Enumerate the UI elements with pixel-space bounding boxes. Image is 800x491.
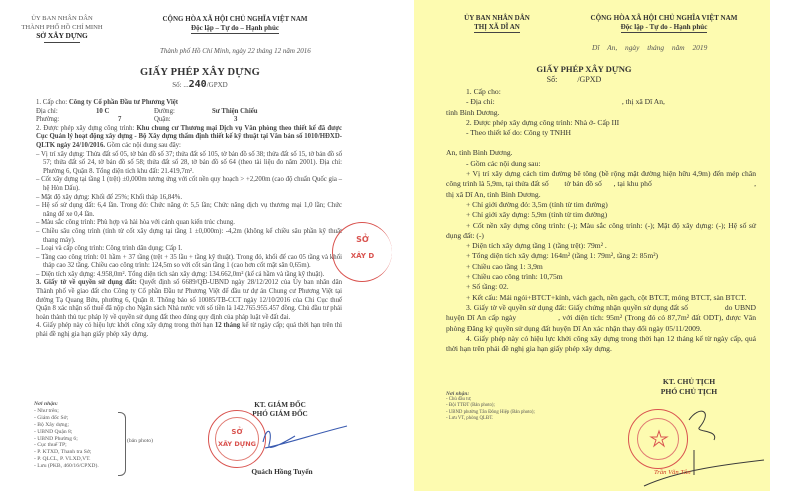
section-2-label: 2. Được phép xây dựng công trình: <box>36 124 135 132</box>
street-value: Sư Thiện Chiếu <box>212 107 258 115</box>
body-line: 1. Cấp cho: <box>466 87 501 96</box>
recipients-list <box>34 401 99 470</box>
recipient-name: Công ty Cổ phần Đầu tư Phương Việt <box>68 99 179 106</box>
district-label: Quận: <box>154 116 171 124</box>
recipients-label: Nơi nhận: <box>34 401 58 407</box>
nation-title: CỘNG HÒA XÃ HỘI CHỦ NGHĨA VIỆT NAM <box>162 15 308 23</box>
section-3-label: 3. Giấy tờ về quyền sử dụng đất: <box>36 279 137 287</box>
agency-line-2: THÀNH PHỐ HỒ CHÍ MINH <box>21 23 103 31</box>
recipients-list <box>446 391 535 422</box>
section-2-project: Khu chung cư Thương mại Dịch vụ Văn phòng theo thiết kế đã được Cục Quản lý hoạt động xây dựng - Bộ Xây dựng thẩm định thiết kế kỹ thuật tại Văn bản số 1010/HĐXD-QLTK ngày 24/10/2016. <box>36 124 343 149</box>
document-title: GIẤY PHÉP XÂY DỰNG <box>140 67 260 78</box>
national-motto <box>564 14 764 33</box>
address-value: 10 C <box>96 107 110 115</box>
spec-item: – Vị trí xây dựng: Thửa đất số 05, tờ bản đồ số 37; thửa đất số 105, tờ bản đồ số 38; thửa đất số 15, tờ bản đồ số 57; thửa đất số 24, tờ bản đồ số 58; thửa đất số 28, tờ bản đồ số 64 (theo tài liệu đo năm 2001). Địa chỉ: Phường 6, Quận 8. Tổng diện tích khu đất: 21.419,7m². <box>36 150 342 175</box>
permit-number: Số: /GPXD <box>546 75 602 84</box>
agency-underline <box>44 42 80 43</box>
national-motto <box>135 15 335 34</box>
partial-stamp-text: SỞ <box>356 235 369 244</box>
body-line: + Kết cấu: Mái ngói+BTCT+kính, vách gạch, nền gạch, cột BTCT, móng BTCT, sàn BTCT. <box>466 292 747 302</box>
body-line: + Chiều cao tầng 1: 3,9m <box>466 261 543 271</box>
section-3-text: Quyết định số 6689/QĐ-UBND ngày 28/12/2012 của Ủy ban nhân dân Thành phố về giao đất cho Công ty Cổ phần Đầu tư Phương Việt để đầu tư dự án Chung cư Phương Việt tại đường Tạ Quang Bửu, phường 6, Quận 8. Thông báo số 10085/TB-CCT ngày 12/10/2016 của Chi Cục thuế Quận 8 xác nhận số thuế đã nộp cho Ngân sách Nhà nước với số tiền là 142.765.955.457 đồng. Chủ đầu tư phải hoàn thành thủ tục pháp lý về quyền sử dụng đất theo đúng quy định của pháp luật về đất đai. <box>36 279 342 321</box>
signatory-name: Quách Hồng Tuyển <box>251 467 313 476</box>
spec-item: – Diện tích xây dựng: 4.958,0m². Tổng diện tích sàn xây dựng: 134.662,0m² (kể cả hầm và tầng kỹ thuật). <box>36 270 325 278</box>
spec-item: – Chiều sâu công trình (tính từ cốt xây dựng tại tầng 1 ±0,000m): -4,2m (không kể chiều sâu phần kỹ thuật thang máy). <box>36 227 342 244</box>
recipient-item: - Lưu VT, phòng QLĐT. <box>446 415 494 421</box>
address-label: Địa chỉ: <box>36 107 58 115</box>
issue-date: Thành phố Hồ Chí Minh, ngày 22 tháng 12 năm 2016 <box>160 47 311 55</box>
body-line: + Chiều cao công trình: 10,75m <box>466 272 563 282</box>
body-line: + Số tầng: 02. <box>466 282 509 292</box>
agency-line-1: ỦY BAN NHÂN DÂN <box>31 15 93 22</box>
recipient-item: - Chủ đầu tư; <box>446 397 472 403</box>
recipient-item: - P. QLCL, P. VLXD,VT. <box>34 456 91 463</box>
permit-body <box>446 87 756 354</box>
recipient-item: - Bộ Xây dựng; <box>34 421 69 428</box>
signatory-title-2: PHÓ CHỦ TỊCH <box>660 386 718 396</box>
body-line: 2. Được phép xây dựng công trình: Nhà ở- Cấp III <box>466 117 620 127</box>
body-line: + Tổng diện tích xây dựng: 164m² (tầng 1: 79m², tầng 2: 85m²) <box>466 251 659 261</box>
address-grid <box>36 108 342 125</box>
issue-date: Dĩ An, ngày tháng năm 2019 <box>592 43 708 52</box>
section-1-recipient <box>36 99 342 108</box>
ward-value: 7 <box>118 116 122 124</box>
signatory-title <box>629 377 749 396</box>
section-3 <box>36 279 342 322</box>
agency-line-1: ỦY BAN NHÂN DÂN <box>464 14 530 22</box>
recipient-item: - UBND Quận 8; <box>34 428 73 435</box>
right-permit-document <box>414 0 770 491</box>
photocopy-note: (bản photo) <box>127 438 153 444</box>
signature-scribble <box>255 420 350 460</box>
recipient-item: - Như trên; <box>34 407 59 414</box>
spec-item: – Màu sắc công trình: Phù hợp và hài hòa với cảnh quan kiến trúc chung. <box>36 219 235 227</box>
nation-motto: Độc lập – Tự do – Hạnh phúc <box>191 24 279 32</box>
recipient-item: - Đội TTĐT (Bản photo); <box>446 403 495 409</box>
recipient-item: - UBND Phường 6; <box>34 435 78 442</box>
validity-period: 12 tháng <box>214 322 241 330</box>
body-line: + Vị trí xây dựng cách tim đường bê tông (bề rộng mặt đường hiện hữu 4,9m) đến mép chân công trình là 5,9m, tại thửa đất số tờ bản đồ số , tại khu phố , thị xã Dĩ An, tỉnh Bình Dương. <box>446 169 758 199</box>
signatory-title-2: PHÓ GIÁM ĐỐC <box>252 410 308 418</box>
recipient-item: - Giám đốc Sở; <box>34 414 69 421</box>
nation-title: CỘNG HÒA XÃ HỘI CHỦ NGHĨA VIỆT NAM <box>590 14 738 22</box>
body-line: - Địa chỉ: , thị xã Dĩ An, <box>466 97 665 107</box>
recipients-label: Nơi nhận: <box>446 391 470 397</box>
body-line: tỉnh Bình Dương. <box>446 107 500 117</box>
signatory-name: Trần Văn Tân <box>654 469 691 476</box>
recipient-item: - Cục thuế TP; <box>34 442 67 449</box>
body-line: 4. Giấy phép này có hiệu lực khởi công xây dựng trong thời hạn 12 tháng kể từ ngày cấp, quá thời hạn trên phải đề nghị gia hạn giấy phép xây dựng. <box>446 333 756 354</box>
number-prefix: Số: ... <box>172 81 189 89</box>
partial-stamp-text-2: XÂY D <box>350 252 375 260</box>
agency-line-2: THỊ XÃ DĨ AN <box>474 23 520 31</box>
number-suffix: /GPXD <box>206 81 228 89</box>
spec-item: – Hệ số sử dụng đất: 6,4 lần. Trong đó: Chức năng ở: 5,5 lần; Chức năng dịch vụ thương mại 1,0 lần; Chức năng để xe 0,4 lần. <box>36 202 342 218</box>
permit-body <box>36 99 342 340</box>
spec-item: – Loại và cấp công trình: Công trình dân dụng; Cấp I. <box>36 245 183 253</box>
street-label: Đường: <box>154 107 175 115</box>
body-line: - Gồm các nội dung sau: <box>466 158 541 168</box>
stamp-text-2: XÂY DỰNG <box>218 440 256 448</box>
partial-stamp <box>332 222 392 282</box>
ward-label: Phường: <box>36 116 60 124</box>
spec-item: – Mật độ xây dựng: Khối đế 25%; Khối tháp 16,84%. <box>36 193 183 201</box>
section-2-tail: Gồm các nội dung sau đây: <box>106 141 181 149</box>
recipient-item: - Lưu (PKB, 460/16/CPXD). <box>34 463 99 470</box>
body-line: 3. Giấy tờ về quyền sử dụng đất: Giấy chứng nhận quyền sử dụng đất số do UBND huyện Dĩ An cấp ngày , với diện tích: 95m² (Trong đó có 87,7m² đất ODT), được Văn phòng Đăng ký quyền sử dụng đất huyện Dĩ An xác nhận thay đổi ngày 05/11/2009. <box>446 302 758 333</box>
body-line: + Diện tích xây dựng tầng 1 (tầng trệt): 79m² . <box>466 241 607 251</box>
district-value: 3 <box>234 116 238 124</box>
nation-motto: Độc lập - Tự do - Hạnh phúc <box>620 23 708 31</box>
permit-number <box>100 80 300 90</box>
body-line: + Cốt nền xây dựng công trình: (-); Màu sắc công trình: (-); Mật độ xây dựng: (-); Hệ số sử dụng đất: (-) <box>446 220 756 240</box>
recipients-brace <box>118 412 126 476</box>
stamp-text-1: SỞ <box>231 428 243 436</box>
section-2-intro <box>36 125 342 151</box>
number-value: 240 <box>188 79 207 90</box>
spec-item: – Tầng cao công trình: 01 hầm + 37 tầng (trệt + 35 lầu + tầng kỹ thuật). Trong đó, khối đế cao 05 tầng và khối tháp cao 32 tầng. Chiều cao công trình: 124,5m so với cốt sàn tầng 1 (cao hơn cốt mặt sân 0,65m). <box>36 253 342 270</box>
blank-line <box>446 138 756 148</box>
spec-item: – Cốt xây dựng tại tầng 1 (trệt) ±0,000m tương ứng với cốt nền quy hoạch > +2,200m (cao độ chuẩn Quốc gia – hệ Hòn Dấu). <box>36 176 342 192</box>
issuing-agency <box>12 15 112 43</box>
body-line: An, tỉnh Bình Dương. <box>446 148 513 158</box>
section-4-text: 4. Giấy phép này có hiệu lực khởi công xây dựng trong thời hạn <box>36 322 213 330</box>
recipient-item: - UBND phường Tân Đông Hiệp (Bản photo); <box>446 409 535 415</box>
recipient-item: - P. KTXD, Thanh tra Sở; <box>34 449 92 456</box>
section-4-tail: kể từ ngày cấp; quá thời hạn trên thì phải đề nghị gia hạn giấy phép xây dựng. <box>36 322 342 339</box>
issuing-agency <box>442 14 552 33</box>
document-title: GIẤY PHÉP XÂY DỰNG <box>536 64 632 74</box>
body-line: + Chỉ giới đường đỏ: 3,5m (tính từ tim đường) <box>466 199 608 209</box>
signatory-title-1: KT. GIÁM ĐỐC <box>254 401 306 409</box>
section-4 <box>36 322 342 339</box>
signatory-title-1: KT. CHỦ TỊCH <box>662 377 716 386</box>
section-1-label: 1. Cấp cho: <box>36 99 68 106</box>
body-line: - Theo thiết kế do: Công ty TNHH <box>466 128 571 138</box>
agency-department: SỞ XÂY DỰNG <box>36 31 88 41</box>
body-line: + Chỉ giới xây dựng: 5,9m (tính từ tim đường) <box>466 210 608 220</box>
